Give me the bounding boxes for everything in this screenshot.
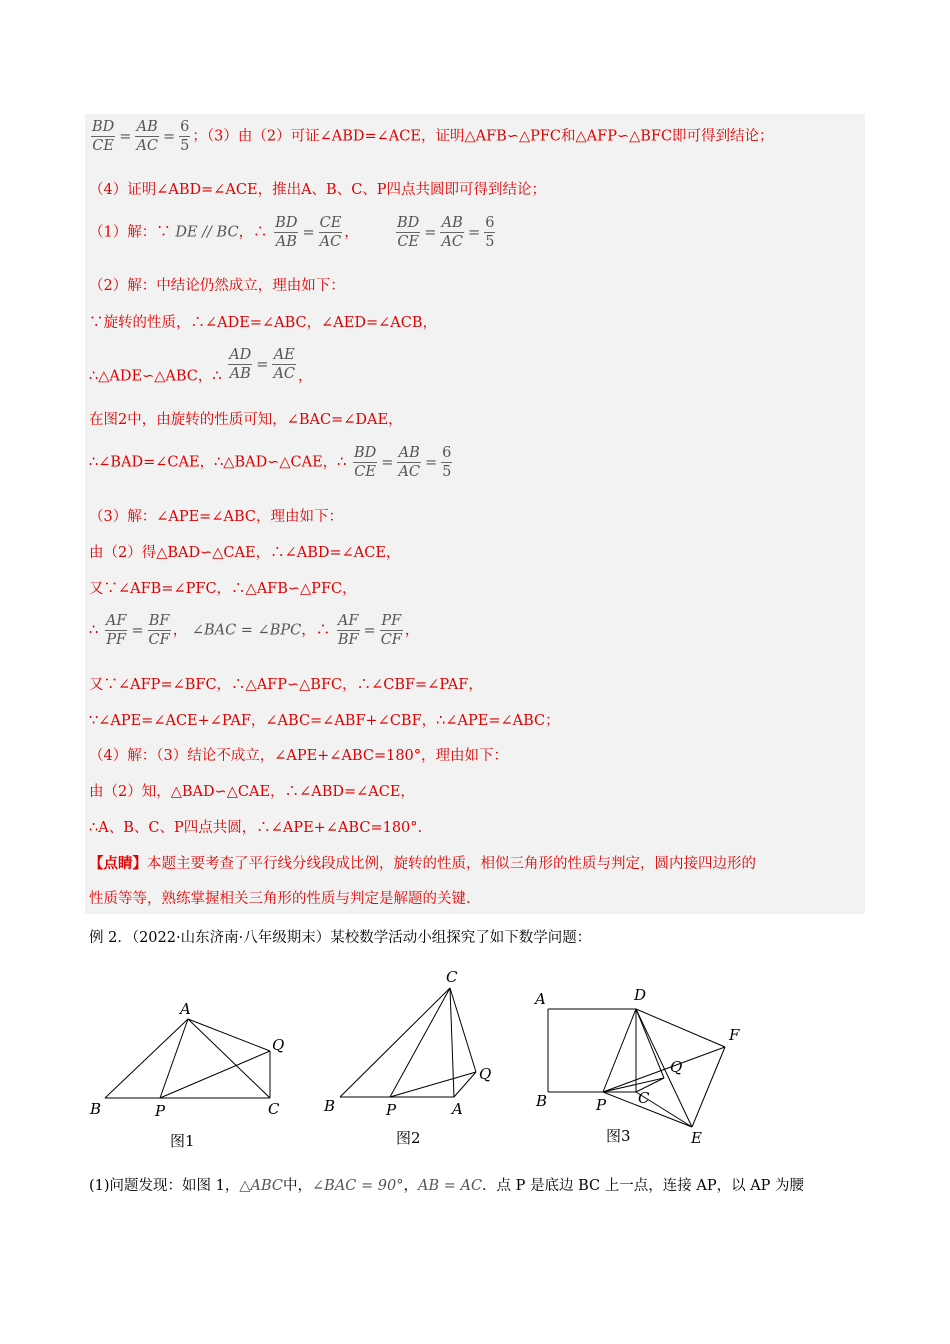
fraction-ab-ac-2: $\frac{AB}{AC}$: [441, 215, 464, 250]
solution-line-2: （4）证明∠ABD=∠ACE，推出A、B、C、P四点共圆即可得到结论；: [89, 182, 547, 198]
solution-line-3: （1）解：∵ DE // BC，∴ $\frac{BD}{AB}$ = $\frac{CE}{AC}$ ， $\frac{BD}{CE}$ = $\frac{AB}{AC}$ = $\frac{6}{5}$: [89, 215, 495, 250]
fig3-point-p: P: [596, 1096, 607, 1114]
example-title: 例 2．（2022·山东济南·八年级期末）某校数学活动小组探究了如下数学问题：: [89, 930, 592, 946]
triangle-abc: △ABC: [239, 1178, 284, 1194]
figure-3-lines: [548, 1009, 725, 1127]
angle-bac-bpc: ∠BAC = ∠BPC: [191, 622, 302, 639]
fraction-bd-ce-3: $\frac{BD}{CE}$: [354, 445, 377, 480]
fraction-af-bf: $\frac{AF}{BF}$: [337, 613, 359, 648]
fig3-point-e: E: [691, 1129, 702, 1147]
fig3-point-c: C: [638, 1089, 650, 1107]
solution-line-1: $\frac{BD}{CE}$ = $\frac{AB}{AC}$ = $\frac{6}{5}$ ；（3）由（2）可证∠ABD=∠ACE，证明△AFB∽△PFC和△AFP∽△BFC即可得到结论；: [92, 119, 774, 154]
fig3-point-f: F: [729, 1026, 740, 1044]
fraction-bd-ab: $\frac{BD}{AB}$: [275, 215, 298, 250]
solution-line-14: ∵∠APE=∠ACE+∠PAF，∠ABC=∠ABF+∠CBF，∴∠APE=∠ABC；: [89, 713, 560, 729]
fig3-point-b: B: [536, 1092, 548, 1110]
solution-line-15: （4）解：（3）结论不成立，∠APE+∠ABC=180°，理由如下：: [89, 748, 509, 764]
ab-equals-ac: AB = AC: [417, 1178, 483, 1194]
fig3-caption: 图3: [606, 1127, 631, 1145]
fig1-point-p: P: [155, 1102, 166, 1120]
solution-line-6: ∴△ADE∽△ABC，∴ $\frac{AD}{AB}$ = $\frac{AE}{AC}$ ，: [89, 347, 313, 385]
solution-line-9: （3）解：∠APE=∠ABC，理由如下：: [89, 509, 343, 525]
fraction-ae-ac: $\frac{AE}{AC}$: [273, 347, 296, 382]
solution-line-17: ∴A、B、C、P四点共圆，∴∠APE+∠ABC=180°.: [89, 820, 423, 836]
solution-line-13: 又∵∠AFP=∠BFC，∴△AFP∽△BFC，∴∠CBF=∠PAF，: [89, 677, 483, 693]
fig2-point-a: A: [452, 1100, 463, 1118]
angle-bac-90: ∠BAC = 90°: [312, 1178, 404, 1194]
fraction-bf-cf: $\frac{BF}{CF}$: [148, 613, 170, 648]
fig1-point-a: A: [180, 1000, 191, 1018]
solution-line-7: 在图2中，由旋转的性质可知，∠BAC=∠DAE，: [89, 412, 403, 428]
fraction-ab-ac-3: $\frac{AB}{AC}$: [398, 445, 421, 480]
solution-line-19: 性质等等，熟练掌握相关三角形的性质与判定是解题的关键.: [89, 891, 471, 907]
fig2-caption: 图2: [396, 1129, 421, 1147]
fraction-af-pf: $\frac{AF}{PF}$: [105, 613, 127, 648]
solution-line-4: （2）解：中结论仍然成立，理由如下：: [89, 278, 345, 294]
fraction-six-five: $\frac{6}{5}$: [180, 119, 190, 154]
fig2-point-p: P: [386, 1101, 397, 1119]
fig3-point-q: Q: [670, 1058, 683, 1076]
fraction-ce-ac: $\frac{CE}{AC}$: [319, 215, 342, 250]
fraction-ad-ab: $\frac{AD}{AB}$: [229, 347, 252, 382]
solution-line-8: ∴∠BAD=∠CAE，∴△BAD∽△CAE，∴ $\frac{BD}{CE}$ = $\frac{AB}{AC}$ = $\frac{6}{5}$: [89, 445, 452, 480]
figure-2-lines: [340, 988, 476, 1097]
question-1-line: (1)问题发现：如图 1，△ABC中，∠BAC = 90°，AB = AC．点 P 是底边 BC 上一点，连接 AP，以 AP 为腰: [89, 1178, 805, 1194]
fig1-point-b: B: [90, 1100, 102, 1118]
solution-line-5: ∵旋转的性质，∴∠ADE=∠ABC，∠AED=∠ACB，: [89, 315, 437, 331]
solution-line-12: ∴ $\frac{AF}{PF}$ = $\frac{BF}{CF}$ ， ∠BAC = ∠BPC，∴ $\frac{AF}{BF}$ = $\frac{PF}{CF}$ ，: [89, 613, 420, 648]
fig1-caption: 图1: [170, 1132, 195, 1150]
figure-1-lines: [105, 1019, 270, 1098]
fig2-point-b: B: [324, 1097, 336, 1115]
fraction-six-five-3: $\frac{6}{5}$: [442, 445, 452, 480]
fig2-point-q: Q: [479, 1065, 492, 1083]
fraction-bd-ce: $\frac{BD}{CE}$: [92, 119, 115, 154]
fig3-point-a: A: [535, 990, 546, 1008]
solution-line-18: 【点睛】本题主要考查了平行线分线段成比例，旋转的性质，相似三角形的性质与判定，圆内接四边形的: [89, 855, 756, 872]
fig2-point-c: C: [446, 968, 458, 986]
fig1-point-q: Q: [272, 1036, 285, 1054]
solution-line-10: 由（2）得△BAD∽△CAE，∴∠ABD=∠ACE，: [89, 545, 401, 561]
fig3-point-d: D: [634, 986, 647, 1004]
dianjing-tag: 【点睛】: [89, 855, 147, 872]
fraction-bd-ce-2: $\frac{BD}{CE}$: [397, 215, 420, 250]
solution-line-16: 由（2）知，△BAD∽△CAE，∴∠ABD=∠ACE，: [89, 784, 415, 800]
fraction-pf-cf: $\frac{PF}{CF}$: [380, 613, 402, 648]
fraction-six-five-2: $\frac{6}{5}$: [485, 215, 495, 250]
de-parallel-bc: DE // BC: [175, 224, 239, 241]
solution-line-11: 又∵∠AFB=∠PFC，∴△AFB∽△PFC，: [89, 581, 357, 597]
fig1-point-c: C: [268, 1100, 280, 1118]
fraction-ab-ac: $\frac{AB}{AC}$: [136, 119, 159, 154]
